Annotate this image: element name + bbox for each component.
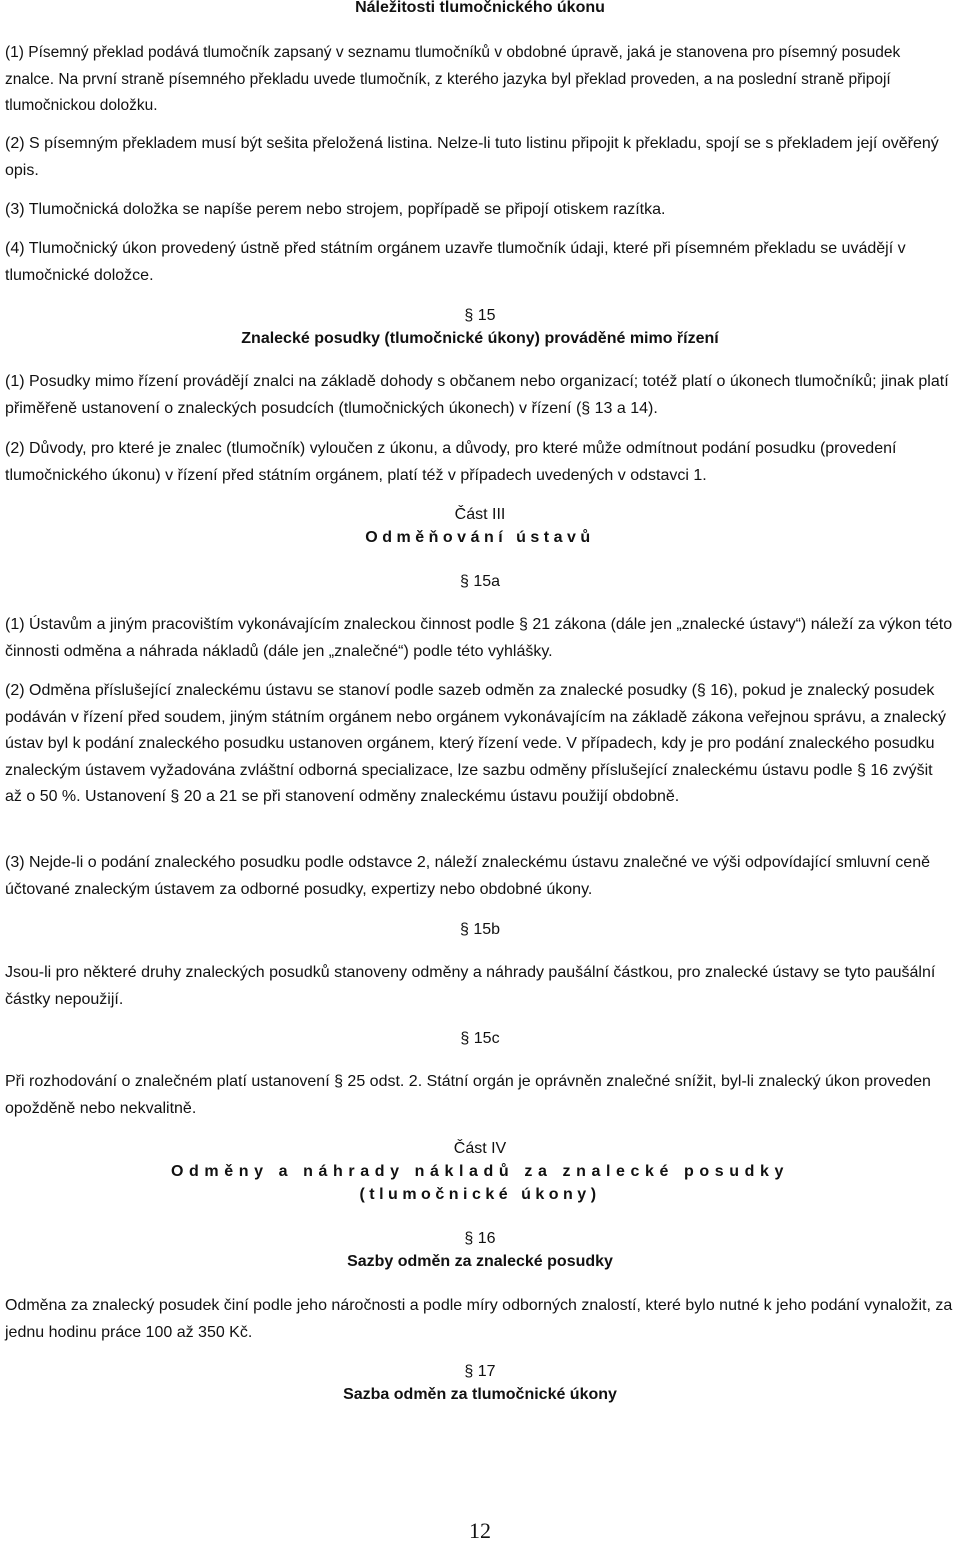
part-3-label: Část III <box>454 506 506 523</box>
section-number-16: § 16 <box>464 1230 496 1247</box>
paragraph-15c: Při rozhodování o znalečném platí ustanovení § 25 odst. 2. Státní orgán je oprávněn znalečné snížit, byl-li znalecký úkon proveden opožděně nebo nekvalitně. <box>5 1073 931 1117</box>
paragraph-15-2: (2) Důvody, pro které je znalec (tlumočník) vyloučen z úkonu, a důvody, pro které může odmítnout podání posudku (provedení tlumočnického úkonu) v řízení před státním orgánem, platí též v případech uvedených v odstavci 1. <box>5 440 897 484</box>
paragraph-15a-1: (1) Ústavům a jiným pracovištím vykonávajícím znaleckou činnost podle § 21 zákona (dále jen „znalecké ústavy“) náleží za výkon této činnosti odměna a náhrada nákladů (dále jen „znalečné“) podle této vyhlášky. <box>5 616 953 660</box>
paragraph-written-translation: (1) Písemný překlad podává tlumočník zapsaný v seznamu tlumočníků v obdobné úpravě, jaká je stanovena pro písemný posudek znalce. Na první straně písemného překladu uvede tlumočník, z kterého jazyka byl překlad proveden, a na poslední straně připojí tlumočnickou doložku. <box>5 44 901 114</box>
paragraph-oral-interpretation: (4) Tlumočnický úkon provedený ústně před státním orgánem uzavře tlumočník údaji, které při písemném překladu se uvádějí v tlumočnické doložce. <box>5 240 906 284</box>
section-number-15b: § 15b <box>459 921 501 938</box>
page-number: 12 <box>469 1518 491 1543</box>
section-title-16: Sazby odměn za znalecké posudky <box>347 1253 613 1270</box>
section-number-15c: § 15c <box>460 1030 500 1047</box>
paragraph-16: Odměna za znalecký posudek činí podle jeho náročnosti a podle míry odborných znalostí, které bylo nutné k jeho podání vynaložit, za jednu hodinu práce 100 až 350 Kč. <box>5 1297 953 1341</box>
section-title-15: Znalecké posudky (tlumočnické úkony) prováděné mimo řízení <box>241 330 719 347</box>
paragraph-15-1: (1) Posudky mimo řízení provádějí znalci na základě dohody s občanem nebo organizací; totéž platí o úkonech tlumočníků; jinak platí přiměřeně ustanovení o znaleckých posudcích (tlumočnických úkonech) v řízení (§ 13 a 14). <box>5 373 949 417</box>
paragraph-15a-3: (3) Nejde-li o podání znaleckého posudku podle odstavce 2, náleží znaleckému ústavu znalečné ve výši odpovídající smluvní ceně účtované znaleckým ústavem za odborné posudky, expertizy nebo obdobné úkony. <box>5 854 930 898</box>
paragraph-15a-2: (2) Odměna příslušející znaleckému ústavu se stanoví podle sazeb odměn za znalecké posudky (§ 16), pokud je znalecký posudek podáván v řízení před soudem, jiným státním orgánem nebo orgánem vykonávajícím na základě zákona veřejnou správu, a znalecký ústav byl k podání znaleckého posudku ustanoven orgánem, který řízení vede. V případech, kdy je pro podání znaleckého posudku znaleckým ústavem vyžadována zvláštní odborná specializace, lze sazbu odměny příslušející znaleckému ústavu podle § 16 zvýšit až o 50 %. Ustanovení § 20 a 21 se při stanovení odměny znaleckému ústavu použijí obdobně. <box>5 682 946 805</box>
section-number-17: § 17 <box>464 1363 496 1380</box>
part-4-title-line2: (tlumočnické úkony) <box>359 1186 601 1203</box>
section-heading: Náležitosti tlumočnického úkonu <box>355 0 605 16</box>
paragraph-attached-document: (2) S písemným překladem musí být sešita přeložená listina. Nelze-li tuto listinu připojit k překladu, spojí se s překladem její ověřený opis. <box>5 135 939 179</box>
section-number-15a: § 15a <box>459 573 501 590</box>
paragraph-15b: Jsou-li pro některé druhy znaleckých posudků stanoveny odměny a náhrady paušální částkou, pro znalecké ústavy se tyto paušální částky nepoužijí. <box>5 964 936 1008</box>
paragraph-interpreter-clause: (3) Tlumočnická doložka se napíše perem nebo strojem, popřípadě se připojí otiskem razítka. <box>5 201 666 218</box>
part-4-title-line1: Odměny a náhrady nákladů za znalecké posudky <box>170 1163 790 1180</box>
part-3-title: Odměňování ústavů <box>365 529 595 546</box>
section-number-15: § 15 <box>464 307 496 324</box>
section-title-17: Sazba odměn za tlumočnické úkony <box>343 1386 617 1403</box>
part-4-label: Část IV <box>453 1140 507 1157</box>
